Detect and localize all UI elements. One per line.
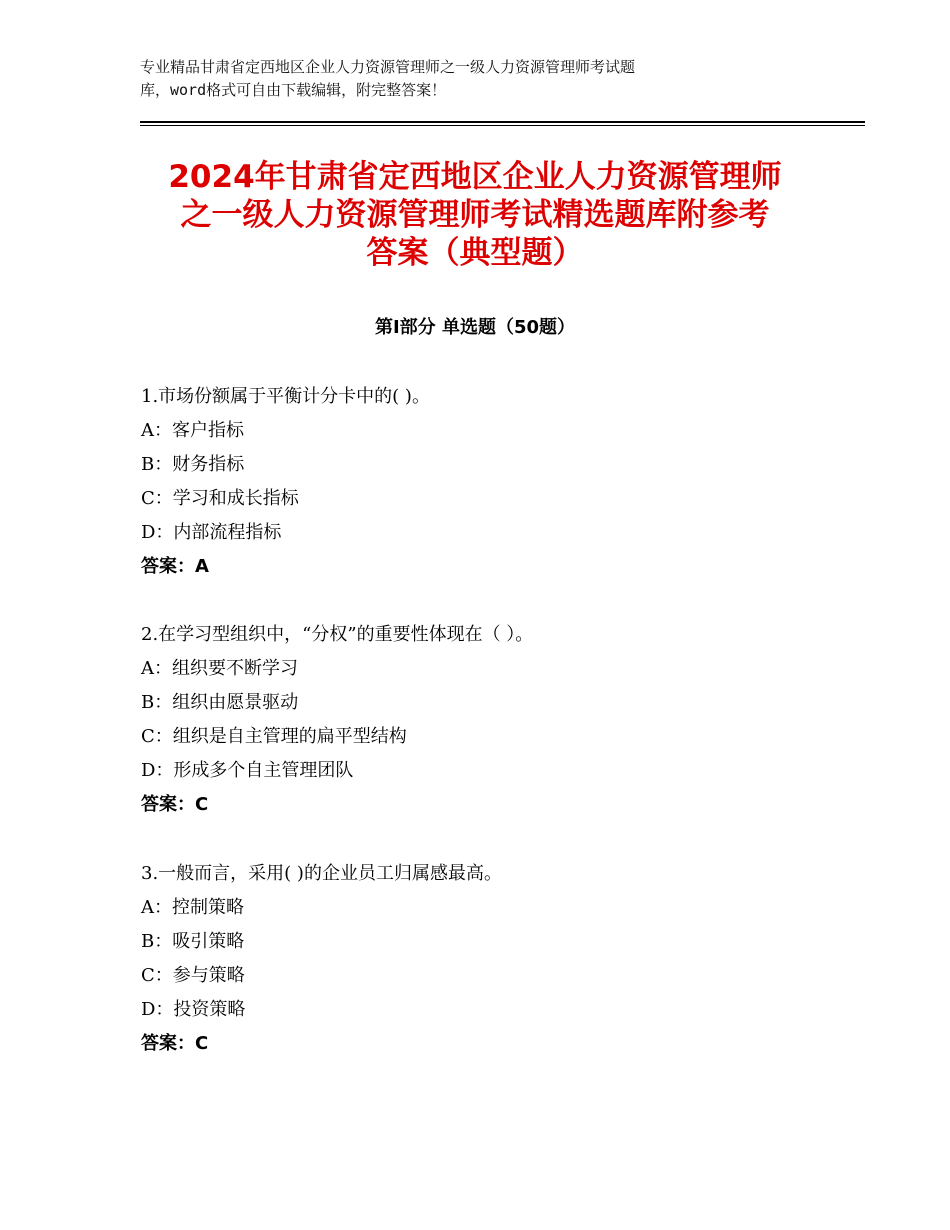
document-header-note [140,56,780,102]
question-3 [141,857,841,1061]
answer: 答案：C [141,1033,209,1054]
document-title-line-1: 2024年甘肃省定西地区企业人力资源管理师 [168,159,782,195]
question-2 [141,618,841,822]
section-title: 第Ⅰ部分 单选题（50题） [374,317,575,338]
option-c: C：参与策略 [141,965,245,986]
question-stem: 3.一般而言，采用( )的企业员工归属感最高。 [141,863,502,884]
answer: 答案：C [141,794,209,815]
option-a: A：组织要不断学习 [141,658,298,679]
option-d: D：投资策略 [141,999,246,1020]
header-note-line-1: 专业精品甘肃省定西地区企业人力资源管理师之一级人力资源管理师考试题 [140,58,636,76]
header-note-line-2: 库，word格式可自由下载编辑，附完整答案！ [140,81,447,99]
document-title-line-2: 之一级人力资源管理师考试精选题库附参考 [180,197,770,233]
header-divider-thin [140,125,865,126]
option-a: A：客户指标 [141,420,244,441]
option-c: C：学习和成长指标 [141,488,299,509]
question-stem: 1.市场份额属于平衡计分卡中的( )。 [141,386,430,407]
document-title-line-3: 答案（典型题） [366,235,584,271]
option-c: C：组织是自主管理的扁平型结构 [141,726,407,747]
document-title [120,158,830,272]
option-a: A：控制策略 [141,897,244,918]
header-divider-thick [140,121,865,123]
option-b: B：财务指标 [141,454,245,475]
question-1 [141,380,841,584]
question-stem: 2.在学习型组织中，“分权”的重要性体现在（ ）。 [141,624,534,645]
option-b: B：组织由愿景驱动 [141,692,299,713]
option-b: B：吸引策略 [141,931,245,952]
answer: 答案：A [141,556,209,577]
option-d: D：内部流程指标 [141,522,282,543]
option-d: D：形成多个自主管理团队 [141,760,354,781]
